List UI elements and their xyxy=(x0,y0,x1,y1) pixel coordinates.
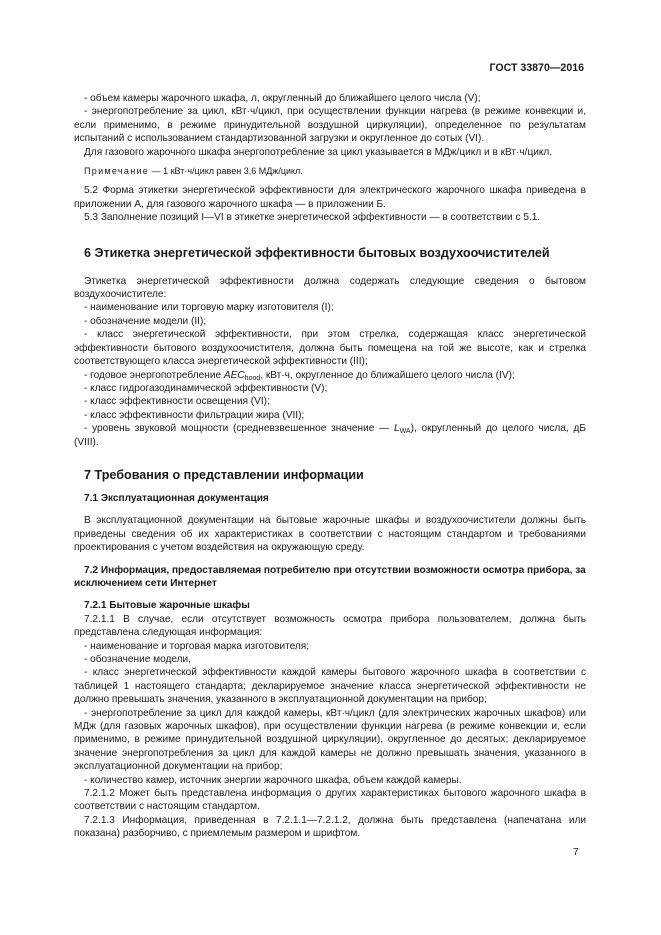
symbol-aec: AEC xyxy=(223,369,245,381)
symbol-subscript: hood xyxy=(244,374,261,382)
paragraph: Этикетка энергетической эффективности должна содержать следующие сведения о бытовом воздухоочистителе: xyxy=(74,275,586,301)
list-item xyxy=(74,422,586,449)
list-item: - энергопотребление за цикл, кВт·ч/цикл, при осуществлении функции нагрева (в режиме конвекции и, если применимо, в режиме принудительной воздушной циркуляции), определенное по результатам испытаний с использованием стандартизованной загрузки и округленное до сотых (VI). xyxy=(74,106,586,145)
list-item: - класс энергетической эффективности, при этом стрелка, содержащая класс энергетической эффективности бытового воздухоочистителя, должна быть помещена на той же высоте, как и стрелка соответствующего класса энергетической эффективности (III); xyxy=(74,329,586,368)
paragraph: 5.2 Форма этикетки энергетической эффективности для электрического жарочного шкафа приведена в приложении А, для газового жарочного шкафа — в приложении Б. xyxy=(74,185,586,210)
subsection-7-1-title: 7.1 Эксплуатационная документация xyxy=(84,492,269,504)
note xyxy=(74,165,586,178)
list-item: - объем камеры жарочного шкафа, л, округленный до ближайшего целого числа (V); xyxy=(84,93,481,104)
list-item: - количество камер, источник энергии жарочного шкафа, объем каждой камеры. xyxy=(84,774,462,786)
paragraph: 5.3 Заполнение позиций I—VI в этикетке энергетической эффективности — в соответствии с 5.1. xyxy=(84,212,541,224)
list-item: - наименование или торговую марку изготовителя (I); xyxy=(84,302,334,314)
paragraph: 7.2.1.2 Может быть представлена информация о других характеристиках бытового жарочного шкафа в соответствии с настоящим стандартом. xyxy=(74,788,586,813)
list-item: - класс энергетической эффективности каждой камеры бытового жарочного шкафа в соответствии с таблицей 1 настоящего стандарта; декларируемое значение класса энергетической эффективности не должно превышать значения, указанного в эксплуатационной документации на прибор; xyxy=(74,667,586,706)
list-item: - класс гидрогазодинамической эффективности (V); xyxy=(84,382,328,394)
section-6-title: 6 Этикетка энергетической эффективности бытовых воздухоочистителей xyxy=(84,245,550,260)
list-item: - класс эффективности фильтрации жира (VII); xyxy=(84,409,305,421)
section-7-title: 7 Требования о представлении информации xyxy=(84,467,364,482)
list-item: - обозначение модели (II); xyxy=(84,315,207,327)
paragraph: 7.2.1.1 В случае, если отсутствует возможность осмотра прибора пользователем, должна быть представлена следующая информация: xyxy=(74,613,586,639)
symbol-lwa: L xyxy=(393,423,400,435)
note-label: Примечание xyxy=(84,166,150,177)
subsection-7-2-1-title: 7.2.1 Бытовые жарочные шкафы xyxy=(84,600,250,612)
paragraph: Для газового жарочного шкафа энергопотребление за цикл указывается в МДж/цикл и в кВт·ч/цикл. xyxy=(84,146,553,158)
page-number: 7 xyxy=(573,847,579,858)
text-run: , кВт·ч, округленное до ближайшего целого числа (IV); xyxy=(260,369,515,381)
list-item: - энергопотребление за цикл для каждой камеры, кВт·ч/цикл (для электрических жарочных шкафов) или МДж (для газовых жарочных шкафов), при осуществлении функции нагрева (в режиме конвекции и, если применимо, в режиме принудительной воздушной циркуляции), округленное до десятых; декларируемое значение энергопотребления за цикл для каждой камеры не должно превышать значения, указанного в эксплуатационной документации на прибор; xyxy=(74,707,586,773)
text-run: - уровень звуковой мощности (средневзвешенное значение — xyxy=(84,423,394,435)
list-item: - обозначение модели, xyxy=(84,654,191,665)
symbol-subscript: WA xyxy=(399,428,411,436)
list-item xyxy=(74,369,586,382)
list-item: - наименование и торговая марка изготовителя; xyxy=(84,640,310,652)
text-run: - годовое энергопотребление xyxy=(84,369,224,381)
text-run: ), округленный до целого числа, дБ (VIII). xyxy=(74,423,586,448)
note-text: — 1 кВт·ч/цикл равен 3,6 МДж/цикл. xyxy=(149,166,303,177)
paragraph: В эксплуатационной документации на бытовые жарочные шкафы и воздухоочистители должны быть приведены сведения об их характеристиках в соответствии с настоящим стандартом и требованиями проектирования с учетом воздействия на окружающую среду. xyxy=(74,515,586,554)
paragraph: 7.2.1.3 Информация, приведенная в 7.2.1.1—7.2.1.2, должна быть представлена (напечатана или показана) разборчиво, с приемлемым размером и шрифтом. xyxy=(74,814,586,840)
document-id-header: ГОСТ 33870—2016 xyxy=(489,62,584,74)
list-item: - класс эффективности освещения (VI); xyxy=(84,396,270,408)
page-content xyxy=(74,92,586,841)
subsection-7-2-title: 7.2 Информация, предоставляемая потребителю при отсутствии возможности осмотра прибора, за исключением сети Интернет xyxy=(74,564,586,589)
